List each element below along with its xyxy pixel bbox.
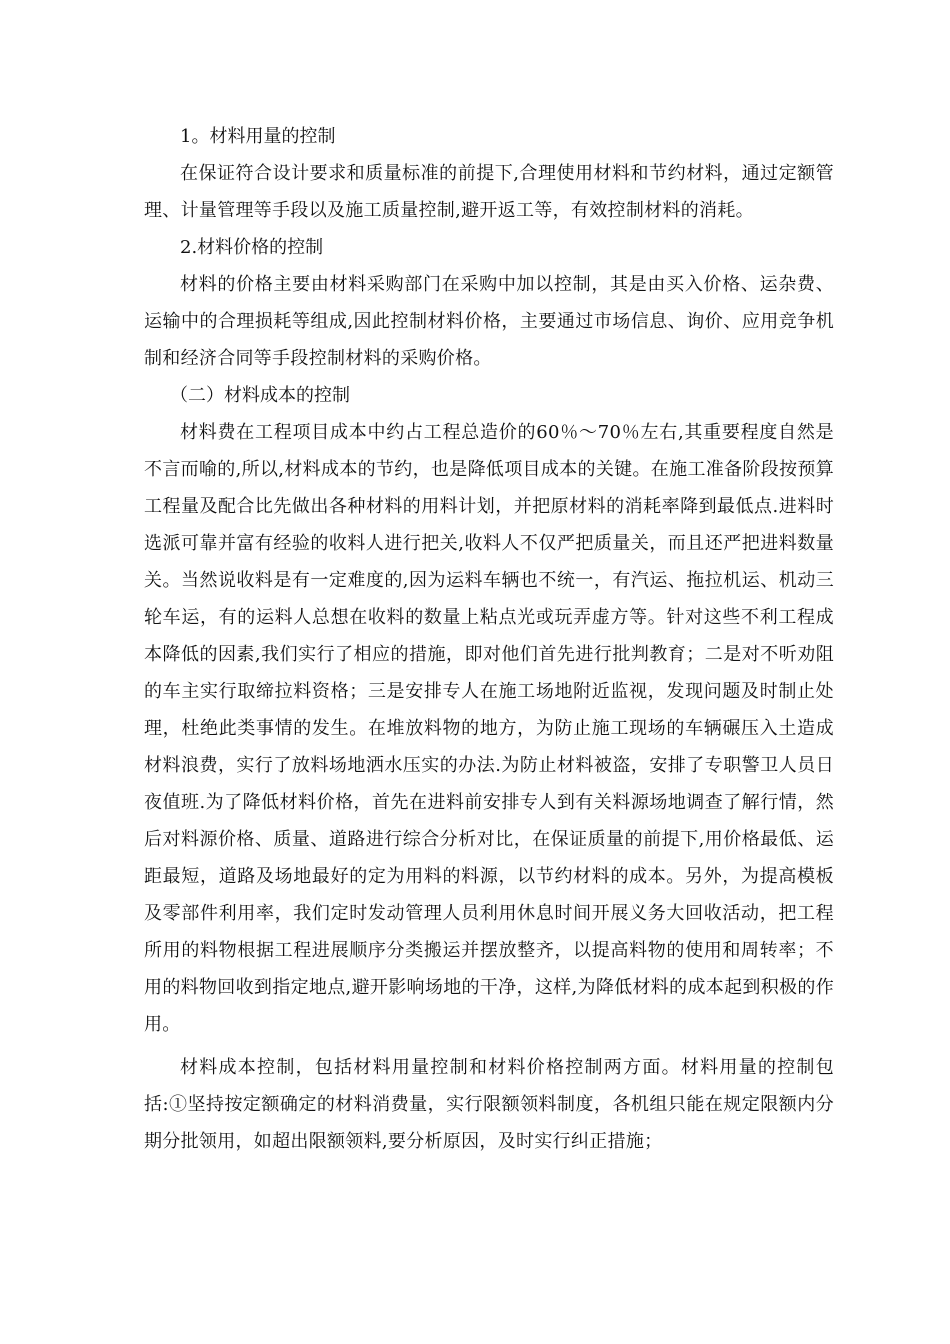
paragraph-material-usage: 在保证符合设计要求和质量标准的前提下,合理使用材料和节约材料，通过定额管理、计量管理等手段以及施工质量控制,避开返工等，有效控制材料的消耗。 — [144, 163, 834, 221]
paragraph-cost-control: 材料成本控制，包括材料用量控制和材料价格控制两方面。材料用量的控制包括:①坚持按定额确定的材料消费量，实行限额领料制度，各机组只能在规定限额内分期分批领用，如超出限额领料,要分析原因，及时实行纠正措施； — [144, 1057, 834, 1152]
paragraph-material-cost: 材料费在工程项目成本中约占工程总造价的60％～70％左右,其重要程度自然是不言而喻的,所以,材料成本的节约，也是降低项目成本的关键。在施工准备阶段按预算工程量及配合比先做出各种材料的用料计划，并把原材料的消耗率降到最低点.进料时选派可靠并富有经验的收料人进行把关,收料人不仅严把质量关，而且还严把进料数量关。当然说收料是有一定难度的,因为运料车辆也不统一，有汽运、拖拉机运、机动三轮车运，有的运料人总想在收料的数量上粘点光或玩弄虚方等。针对这些不利工程成本降低的因素,我们实行了相应的措施，即对他们首先进行批判教育；二是对不听劝阻的车主实行取缔拉料资格；三是安排专人在施工场地附近监视，发现问题及时制止处理，杜绝此类事情的发生。在堆放料物的地方，为防止施工现场的车辆碾压入土造成材料浪费，实行了放料场地洒水压实的办法.为防止材料被盗，安排了专职警卫人员日夜值班.为了降低材料价格，首先在进料前安排专人到有关料源场地调查了解行情，然后对料源价格、质量、道路进行综合分析对比，在保证质量的前提下,用价格最低、运距最短，道路及场地最好的定为用料的料源，以节约材料的成本。另外，为提高模板及零部件利用率，我们定时发动管理人员利用休息时间开展义务大回收活动，把工程所用的料物根据工程进展顺序分类搬运并摆放整齐，以提高料物的使用和周转率；不用的料物回收到指定地点,避开影响场地的干净，这样,为降低材料的成本起到积极的作用。 — [144, 422, 834, 1035]
section-heading-material-usage: 1。材料用量的控制 — [180, 126, 336, 147]
section-heading-material-price: 2.材料价格的控制 — [180, 237, 324, 258]
section-heading-material-cost: （二）材料成本的控制 — [170, 385, 350, 406]
paragraph-material-price: 材料的价格主要由材料采购部门在采购中加以控制，其是由买入价格、运杂费、运输中的合理损耗等组成,因此控制材料价格，主要通过市场信息、询价、应用竞争机制和经济合同等手段控制材料的采购价格。 — [144, 274, 834, 369]
document-body — [144, 118, 834, 1160]
